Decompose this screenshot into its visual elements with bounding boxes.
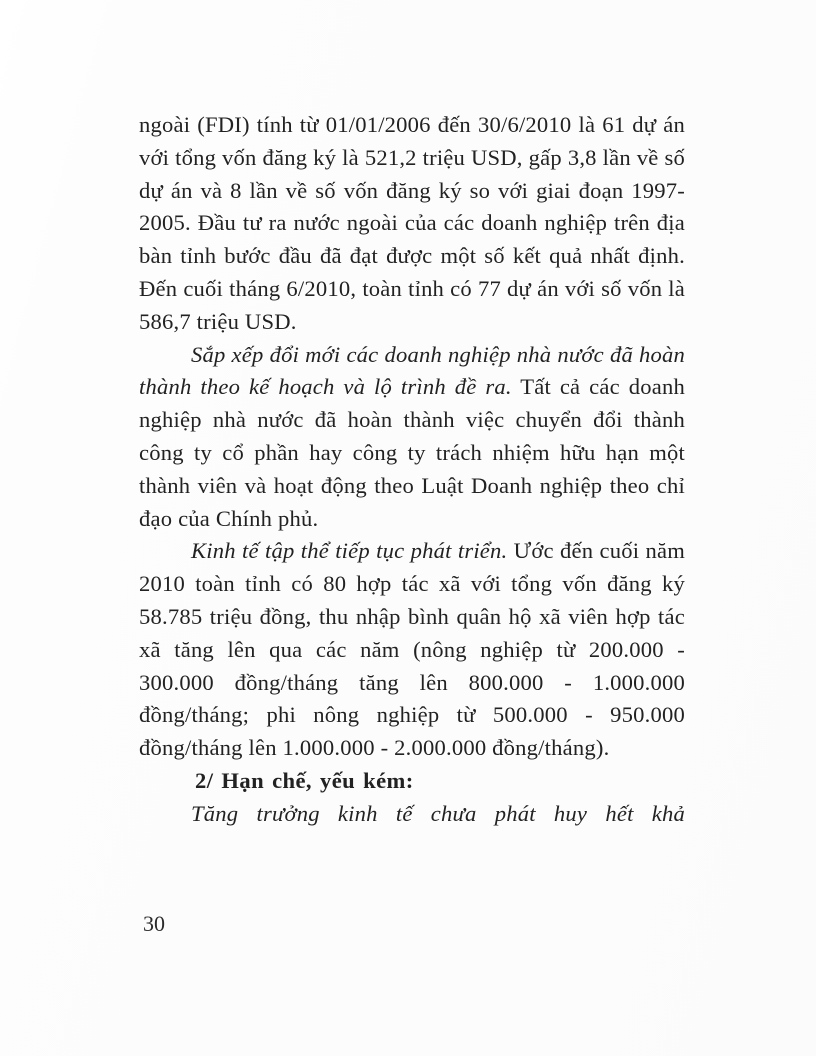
paragraph-state-enterprises-lead: Sắp xếp đổi mới các doanh nghiệp nhà nước đã hoàn thành theo kế hoạch và lộ trình đề ra. <box>139 341 685 400</box>
paragraph-collective-economy-lead: Kinh tế tập thể tiếp tục phát triển. <box>191 538 508 564</box>
paragraph-collective-economy <box>139 535 685 765</box>
paragraph-collective-economy-rest: Ước đến cuối năm 2010 toàn tỉnh có 80 hợp tác xã với tổng vốn đăng ký 58.785 triệu đồng, thu nhập bình quân hộ xã viên hợp tác xã tăng lên qua các năm (nông nghiệp từ 200.000 - 300.000 đồng/tháng tăng lên 800.000 - 1.000.000 đồng/tháng; phi nông nghiệp từ 500.000 - 950.000 đồng/tháng lên 1.000.000 - 2.000.000 đồng/tháng). <box>139 538 685 761</box>
paragraph-state-enterprises <box>139 339 685 536</box>
paragraph-state-enterprises-rest: Tất cả các doanh nghiệp nhà nước đã hoàn thành việc chuyển đổi thành công ty cổ phần hay công ty trách nhiệm hữu hạn một thành viên và hoạt động theo Luật Doanh nghiệp theo chỉ đạo của Chính phủ. <box>139 374 685 531</box>
section-heading-limitations: 2/ Hạn chế, yếu kém: <box>195 767 414 793</box>
paragraph-fdi-investment: ngoài (FDI) tính từ 01/01/2006 đến 30/6/2010 là 61 dự án với tổng vốn đăng ký là 521,2 triệu USD, gấp 3,8 lần về số dự án và 8 lần về số vốn đăng ký so với giai đoạn 1997-2005. Đầu tư ra nước ngoài của các doanh nghiệp trên địa bàn tỉnh bước đầu đã đạt được một số kết quả nhất định. Đến cuối tháng 6/2010, toàn tỉnh có 77 dự án với số vốn là 586,7 triệu USD. <box>139 112 685 334</box>
paragraph-growth-first-line: Tăng trưởng kinh tế chưa phát huy hết khả <box>191 800 685 826</box>
page-text-block <box>139 109 685 831</box>
page-number: 30 <box>143 911 165 936</box>
